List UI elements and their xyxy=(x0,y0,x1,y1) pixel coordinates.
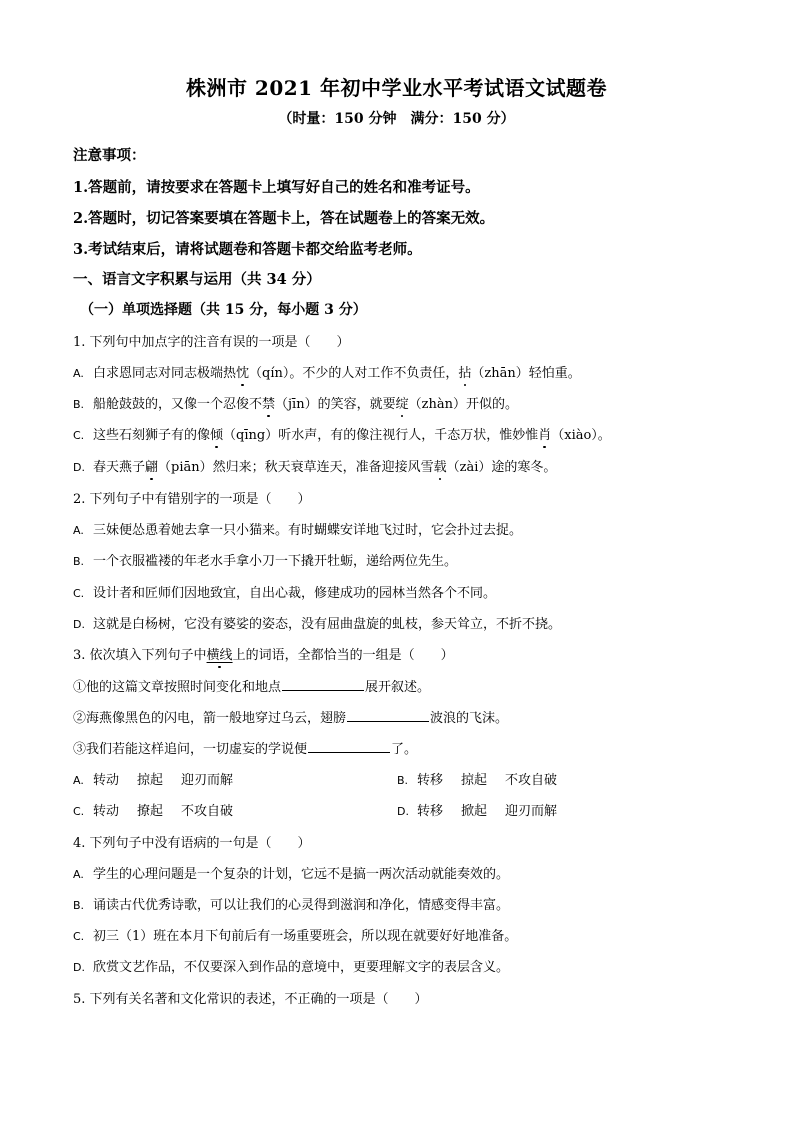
option-label: A. xyxy=(73,868,84,881)
notes-heading: 注意事项： xyxy=(73,147,146,164)
question-4-stem: 4. 下列句子中没有语病的一句是（ ） xyxy=(73,836,311,851)
option-text: （piān）然归来；秋天衰草连天，准备迎接风雪 xyxy=(158,460,434,475)
option-label: A. xyxy=(73,774,84,787)
dotted-char: 拈 xyxy=(458,366,472,381)
question-3-option-b xyxy=(397,769,575,788)
question-1-option-c xyxy=(73,424,611,443)
question-1-stem: 1. 下列句中加点字的注音有误的一项是（ ） xyxy=(73,335,350,350)
fill-blank xyxy=(282,678,364,691)
question-5-stem: 5. 下列有关名著和文化常识的表述，不正确的一项是（ ） xyxy=(73,992,428,1007)
question-3-stem xyxy=(73,644,454,663)
question-4-option-c xyxy=(73,925,517,944)
option-text: 欣赏文艺作品，不仅要深入到作品的意境中，更要理解文字的表层含义。 xyxy=(93,960,510,975)
question-3-sentence-3 xyxy=(73,738,417,757)
fill-blank xyxy=(308,740,390,753)
exam-time-score: （时量：150 分钟 满分：150 分） xyxy=(278,111,515,127)
option-label: D. xyxy=(73,961,85,974)
dotted-char: 倾 xyxy=(210,428,224,443)
option-label: D. xyxy=(397,805,409,818)
option-text: （qīng）听水声，有的像注视行人，千态万状，惟妙惟 xyxy=(223,428,539,443)
option-label: A. xyxy=(73,524,84,537)
sentence-text: ①他的这篇文章按照时间变化和地点 xyxy=(73,680,282,695)
option-label: D. xyxy=(73,618,85,631)
option-word: 撩起 xyxy=(137,804,164,819)
option-text: （zài）途的寒冬。 xyxy=(446,460,557,475)
option-text: 三妹便怂恿着她去拿一只小猫来。有时蝴蝶安详地飞过时，它会扑过去捉。 xyxy=(93,523,523,538)
question-2-option-d xyxy=(73,613,561,632)
sentence-text: 波浪的飞沫。 xyxy=(430,711,509,726)
question-4-option-b xyxy=(73,894,509,913)
option-label: A. xyxy=(73,367,84,380)
option-label: C. xyxy=(73,930,85,943)
dotted-char: 载 xyxy=(433,460,447,475)
question-2-stem: 2. 下列句子中有错别字的一项是（ ） xyxy=(73,492,311,507)
sentence-text: ②海燕像黑色的闪电，箭一般地穿过乌云，翅膀 xyxy=(73,711,347,726)
option-text: 学生的心理问题是一个复杂的计划，它远不是搞一两次活动就能奏效的。 xyxy=(93,867,510,882)
option-word: 转动 xyxy=(93,773,120,788)
option-label: B. xyxy=(397,774,409,787)
question-2-option-b xyxy=(73,550,457,569)
question-2-option-c xyxy=(73,582,496,601)
dotted-char: 绽 xyxy=(395,397,409,412)
question-3-option-d xyxy=(397,800,575,819)
option-label: B. xyxy=(73,555,85,568)
option-label: C. xyxy=(73,587,85,600)
option-text: 这些石刻狮子有的像 xyxy=(93,428,211,443)
option-text: （qín）。不少的人对工作不负责任， xyxy=(249,366,459,381)
sentence-text: ③我们若能这样追问，一切虚妄的学说便 xyxy=(73,742,308,757)
option-word: 转移 xyxy=(417,773,444,788)
dotted-char: 肖 xyxy=(538,428,552,443)
dotted-char: 禁 xyxy=(262,397,276,412)
option-word: 迎刃而解 xyxy=(505,804,558,819)
note-item-1: 1.答题前，请按要求在答题卡上填写好自己的姓名和准考证号。 xyxy=(73,179,480,196)
note-item-2: 2.答题时，切记答案要填在答题卡上，答在试题卷上的答案无效。 xyxy=(73,210,495,227)
option-text: （zhàn）开似的。 xyxy=(408,397,518,412)
option-label: B. xyxy=(73,899,85,912)
question-1-option-d xyxy=(73,456,556,475)
option-word: 掠起 xyxy=(461,773,488,788)
option-word: 转动 xyxy=(93,804,120,819)
option-text: 船舱鼓鼓的，又像一个忍俊不 xyxy=(93,397,263,412)
option-text: 一个衣服褴褛的年老水手拿小刀一下撬开牡蛎，递给两位先生。 xyxy=(93,554,458,569)
option-word: 不攻自破 xyxy=(505,773,558,788)
option-label: C. xyxy=(73,429,85,442)
page-title: 株洲市 2021 年初中学业水平考试语文试题卷 xyxy=(185,76,608,100)
option-text: 春天燕子 xyxy=(93,460,146,475)
option-label: C. xyxy=(73,805,85,818)
option-text: （xiào）。 xyxy=(551,428,611,443)
question-1-option-b xyxy=(73,393,518,412)
question-2-option-a xyxy=(73,519,522,538)
option-word: 掀起 xyxy=(461,804,488,819)
sub-section-heading: （一）单项选择题（共 15 分，每小题 3 分） xyxy=(80,302,367,318)
question-3-option-c xyxy=(73,800,251,819)
question-1-option-a xyxy=(73,362,581,381)
option-label: D. xyxy=(73,461,85,474)
option-text: 白求恩同志对同志极端热 xyxy=(93,366,237,381)
question-3-option-a xyxy=(73,769,251,788)
option-word: 不攻自破 xyxy=(181,804,234,819)
option-word: 迎刃而解 xyxy=(181,773,234,788)
option-word: 转移 xyxy=(417,804,444,819)
stem-text: 上的词语，全都恰当的一组是（ ） xyxy=(232,648,454,663)
stem-text: 3. 依次填入下列句子中 xyxy=(73,648,207,663)
emphasized-word: 横线 xyxy=(206,648,233,663)
option-label: B. xyxy=(73,398,85,411)
question-3-sentence-2 xyxy=(73,707,508,726)
question-3-sentence-1 xyxy=(73,676,430,695)
sentence-text: 展开叙述。 xyxy=(365,680,431,695)
section-heading: 一、语言文字积累与运用（共 34 分） xyxy=(73,271,321,288)
option-text: （zhān）轻怕重。 xyxy=(471,366,581,381)
dotted-char: 忱 xyxy=(236,366,250,381)
question-4-option-d xyxy=(73,956,509,975)
question-4-option-a xyxy=(73,863,509,882)
dotted-char: 翩 xyxy=(145,460,159,475)
option-word: 掠起 xyxy=(137,773,164,788)
option-text: 这就是白杨树，它没有婆娑的姿态，没有屈曲盘旋的虬枝，参天耸立，不折不挠。 xyxy=(93,617,562,632)
option-text: （jīn）的笑容，就要 xyxy=(275,397,396,412)
note-item-3: 3.考试结束后，请将试题卷和答题卡都交给监考老师。 xyxy=(73,241,422,258)
sentence-text: 了。 xyxy=(391,742,418,757)
option-text: 设计者和匠师们因地致宜，自出心裁，修建成功的园林当然各个不同。 xyxy=(93,586,497,601)
option-text: 诵读古代优秀诗歌，可以让我们的心灵得到滋润和净化，情感变得丰富。 xyxy=(93,898,510,913)
fill-blank xyxy=(347,709,429,722)
option-text: 初三（1）班在本月下旬前后有一场重要班会，所以现在就要好好地准备。 xyxy=(93,929,518,944)
